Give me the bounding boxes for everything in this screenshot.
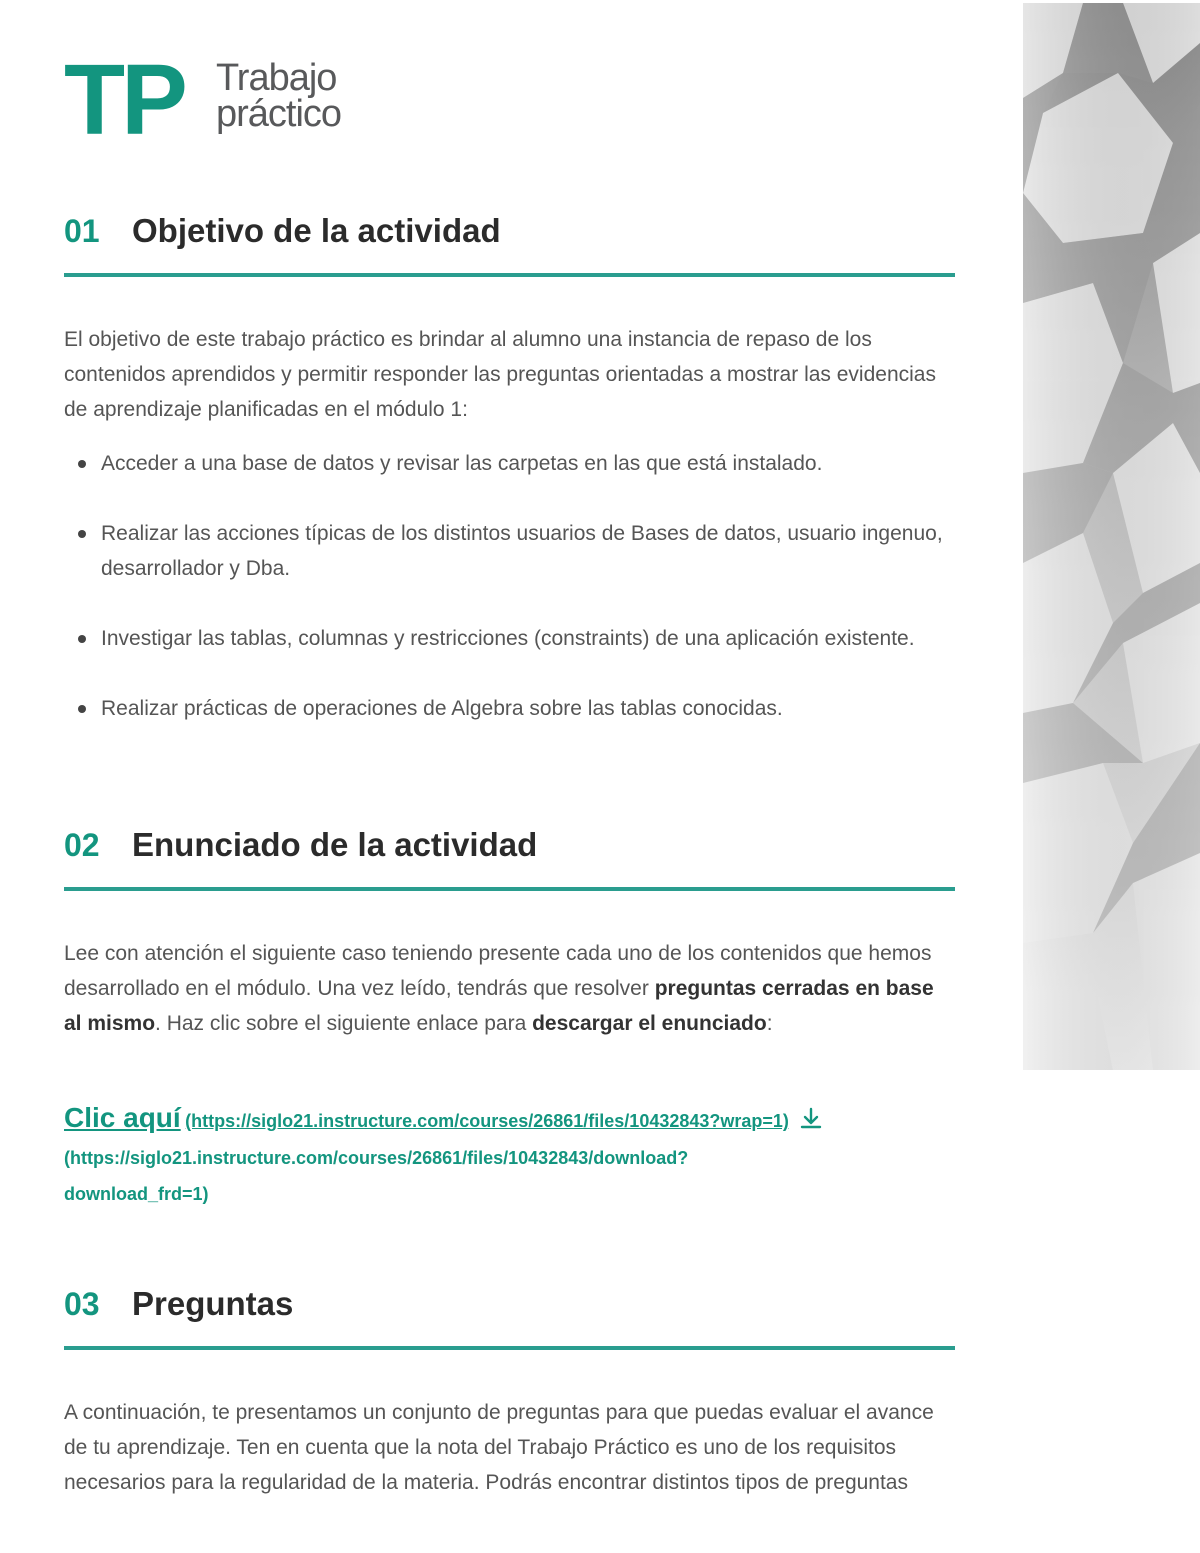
logo-text-line1: Trabajo	[216, 57, 337, 99]
list-item	[64, 516, 955, 586]
statement-text-part: . Haz clic sobre el siguiente enlace para	[155, 1012, 533, 1035]
section-number: 03	[64, 1286, 100, 1322]
objective-list	[64, 446, 955, 761]
logo-text-line2: práctico	[216, 93, 342, 135]
bullet-icon	[78, 635, 86, 643]
logo-text	[216, 57, 342, 135]
list-item-text: Investigar las tablas, columnas y restricciones (constraints) de una aplicación existente.	[101, 627, 915, 650]
statement-bold-part: descargar el enunciado	[532, 1012, 767, 1035]
section-title: Enunciado de la actividad	[132, 826, 538, 863]
section-title: Preguntas	[132, 1285, 294, 1322]
statement-text-part: :	[766, 1012, 773, 1035]
list-item	[64, 446, 955, 481]
statement-text-part: Lee con atención el siguiente caso teniendo presente cada uno de los contenidos que hemos desarrollado en el módulo. Una vez leído, tendrás que resolver	[64, 942, 932, 1000]
section-divider	[64, 887, 955, 891]
logo-mark: TP	[64, 44, 184, 156]
list-item	[64, 621, 955, 656]
section-02-header	[64, 825, 955, 895]
download-url-line[interactable]: (https://siglo21.instructure.com/courses/26861/files/10432843/download?	[64, 1148, 689, 1168]
statement-file-link[interactable]: (https://siglo21.instructure.com/courses/26861/files/10432843?wrap=1)	[185, 1111, 789, 1131]
section-01-header	[64, 211, 955, 281]
download-icon[interactable]	[799, 1106, 823, 1135]
clic-aqui-link[interactable]: Clic aquí	[64, 1102, 181, 1133]
list-item-text: Realizar prácticas de operaciones de Algebra sobre las tablas conocidas.	[101, 697, 783, 720]
section-number: 02	[64, 827, 100, 863]
list-item	[64, 691, 955, 726]
tp-logo	[64, 44, 394, 156]
objective-intro: El objetivo de este trabajo práctico es brindar al alumno una instancia de repaso de los contenidos aprendidos y permitir responder las preguntas orientadas a mostrar las evidencias de aprendizaje planificadas en el módulo 1:	[64, 328, 936, 421]
section-number: 01	[64, 213, 100, 249]
section-divider	[64, 1346, 955, 1350]
statement-bold-part: preguntas cerradas en base al mismo	[64, 977, 934, 1035]
download-link-block	[64, 1096, 964, 1212]
list-item-text: Realizar las acciones típicas de los distintos usuarios de Bases de datos, usuario ingenuo, desarrollador y Dba.	[101, 522, 943, 580]
bullet-icon	[78, 460, 86, 468]
decorative-architecture-image	[1023, 3, 1200, 1070]
list-item-text: Acceder a una base de datos y revisar las carpetas en las que está instalado.	[101, 452, 823, 475]
bullet-icon	[78, 530, 86, 538]
bullet-icon	[78, 705, 86, 713]
download-link-row	[64, 1096, 964, 1140]
download-url-line[interactable]: download_frd=1)	[64, 1184, 209, 1204]
questions-intro: A continuación, te presentamos un conjunto de preguntas para que puedas evaluar el avance de tu aprendizaje. Ten en cuenta que la nota del Trabajo Práctico es uno de los requisitos necesarios para la regularidad de la materia. Podrás encontrar distintos tipos de preguntas	[64, 1401, 934, 1494]
statement-text	[64, 936, 955, 1041]
section-title: Objetivo de la actividad	[132, 212, 501, 249]
section-03-header	[64, 1284, 955, 1354]
section-divider	[64, 273, 955, 277]
